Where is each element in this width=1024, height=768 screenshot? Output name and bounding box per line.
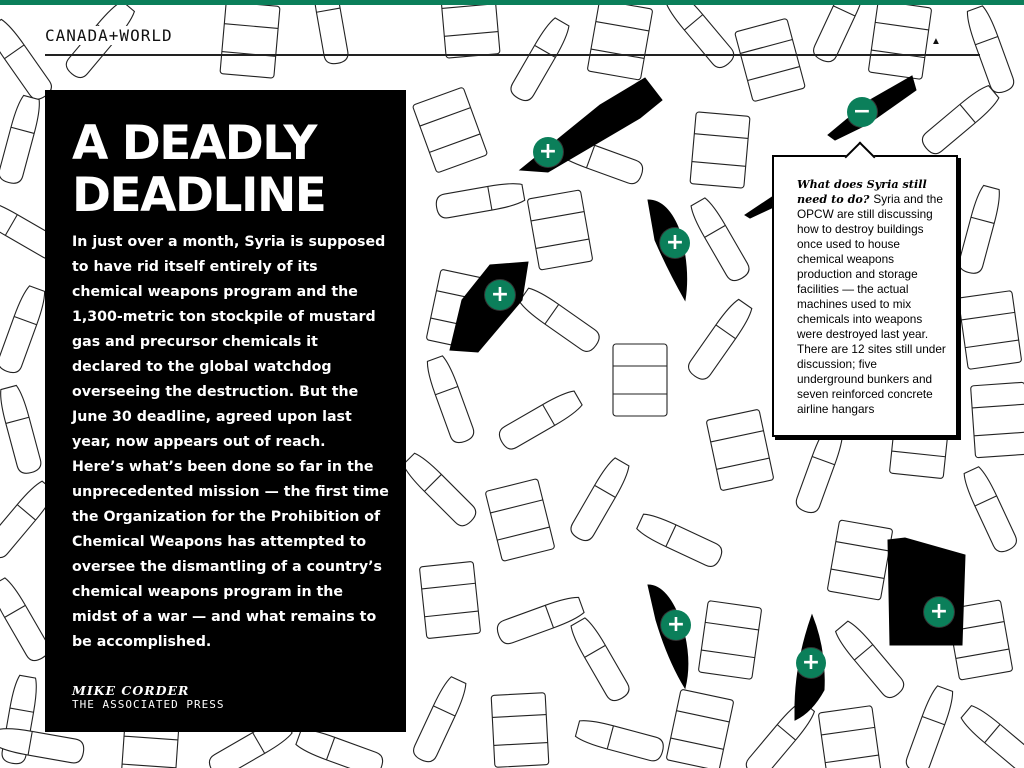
popup-answer: Syria and the OPCW are still discussing how to destroy buildings once used to house chemical weapons production and storage facilities — the actual machines used to mix chemicals into weapons were destroyed last year. There are 12 sites still under discussion; five underground bunkers and seven reinforced concrete airline hangars	[797, 192, 946, 416]
story-title-line2: DEADLINE	[72, 168, 326, 223]
arrow-cursor-icon: ▲	[931, 36, 941, 47]
top-accent-bar	[0, 0, 1024, 5]
story-paragraph-1: In just over a month, Syria is supposed to have rid itself entirely of its chemical weapons program and the 1,300-metric ton stockpile of mustard gas and precursor chemicals it declared to the global watchdog overseeing the destruction. But the June 30 deadline, agreed upon last year, now appears out of reach.	[72, 234, 386, 450]
hotspot-plus-icon[interactable]: +	[796, 648, 826, 678]
hotspot-minus-icon[interactable]: −	[847, 97, 877, 127]
section-label: CANADA+WORLD	[45, 26, 177, 45]
hotspot-plus-icon[interactable]: +	[533, 137, 563, 167]
info-popup	[772, 155, 958, 437]
story-paragraph-2: Here’s what’s been done so far in the unprecedented mission — the first time the Organization for the Prohibition of Chemical Weapons has attempted to oversee the dismantling of a country’s chemical weapons program in the midst of a war — and what remains to be accomplished.	[72, 459, 389, 650]
byline: MIKE CORDER	[72, 683, 190, 698]
header-rule	[45, 54, 980, 56]
popup-question: What does Syria still need to do?	[797, 177, 927, 206]
story-title-line1: A DEADLY	[72, 116, 316, 171]
hotspot-plus-icon[interactable]: +	[485, 280, 515, 310]
hotspot-plus-icon[interactable]: +	[660, 228, 690, 258]
story-panel	[45, 90, 406, 732]
agency: THE ASSOCIATED PRESS	[72, 698, 225, 711]
hotspot-plus-icon[interactable]: +	[661, 610, 691, 640]
story-title	[72, 118, 392, 222]
hotspot-plus-icon[interactable]: +	[924, 597, 954, 627]
